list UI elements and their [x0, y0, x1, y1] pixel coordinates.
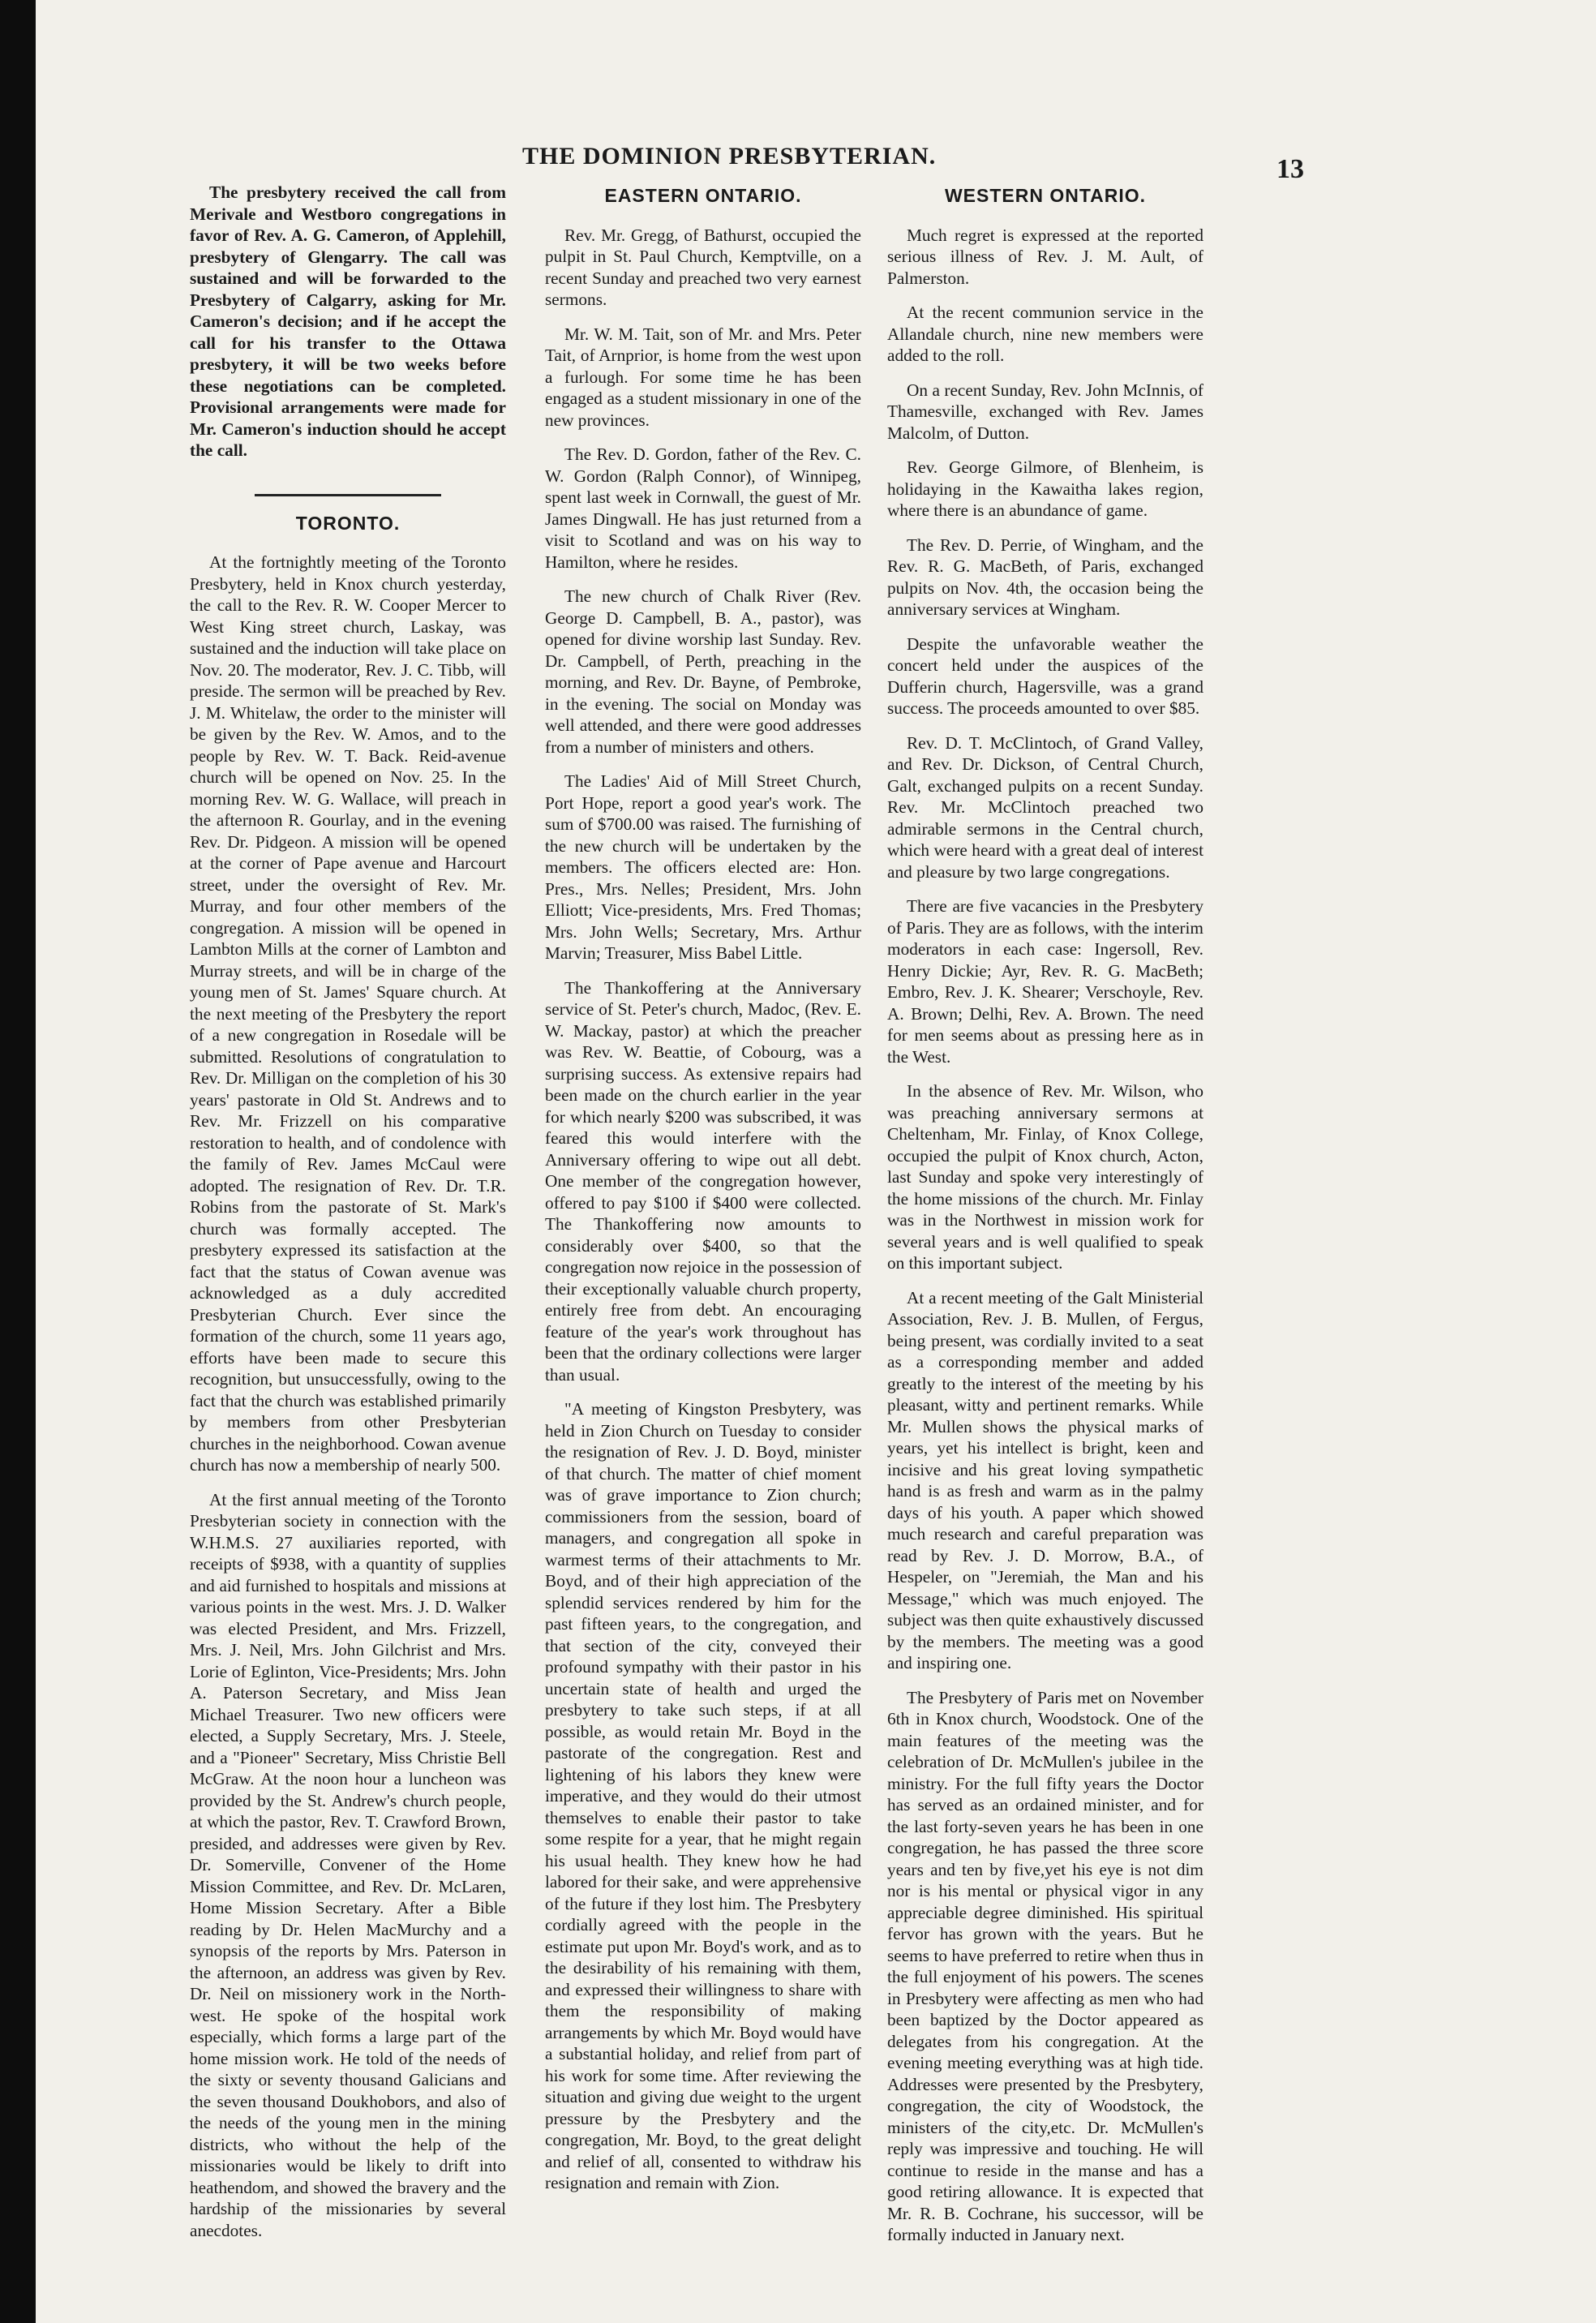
article-paragraph: The Rev. D. Gordon, father of the Rev. C. W. Gordon (Ralph Connor), of Winnipeg, spent last week in Cornwall, the guest of Mr. James Dingwall. He has just returned from a visit to Scotland and was on his way to Hamilton, where he resides.	[545, 444, 861, 572]
article-paragraph: The presbytery received the call from Merivale and Westboro congregations in favor of Rev. A. G. Cameron, of Applehill, presbytery of Glengarry. The call was sustained and will be forwarded to the Presbytery of Calgarry, asking for Mr. Cameron's decision; and if he accept the call for his transfer to the Ottawa presbytery, it will be two weeks before these negotiations can be completed. Provisional arrangements were made for Mr. Cameron's induction should he accept the call.	[190, 182, 506, 460]
section-divider	[255, 494, 441, 496]
masthead: THE DOMINION PRESBYTERIAN.	[522, 143, 937, 170]
newspaper-page	[36, 0, 1596, 2323]
article-paragraph: Despite the unfavorable weather the concert held under the auspices of the Dufferin church, Hagersville, was a grand success. The proceeds amounted to over $85.	[887, 633, 1203, 718]
article-paragraph: The Presbytery of Paris met on November 6th in Knox church, Woodstock. One of the main features of the meeting was the celebration of Dr. McMullen's jubilee in the ministry. For the full fifty years the Doctor has served as an ordained minister, and for the last forty-seven years he has been in one congregation, he has passed the three score years and ten by five,yet his eye is not dim nor is his mental or physical vigor in any appreciable degree diminished. His spiritual fervor has grown with the years. But he seems to have preferred to retire when thus in the full enjoyment of his powers. The scenes in Presbytery were affecting as men who had been baptized by the Doctor appeared as delegates from his congregation. At the evening meeting everything was at high tide. Addresses were presented by the Presbytery, congregation, the city of Woodstock, the ministers of the city,etc. Dr. McMullen's reply was impressive and touching. He will continue to reside in the manse and has a good retiring allowance. It is expected that Mr. R. B. Cochrane, his successor, will be formally inducted in January next.	[887, 1687, 1203, 2244]
column-2	[545, 177, 861, 2302]
section-heading-toronto: TORONTO.	[295, 512, 401, 534]
article-paragraph: Rev. D. T. McClintoch, of Grand Valley, and Rev. Dr. Dickson, of Central Church, Galt, exchanged pulpits on a recent Sunday. Rev. Mr. McClintoch preached two admirable sermons in the Central church, which were heard with a great deal of interest and pleasure by two large congregations.	[887, 732, 1203, 882]
article-paragraph: On a recent Sunday, Rev. John McInnis, of Thamesville, exchanged with Rev. James Malcolm, of Dutton.	[887, 380, 1203, 443]
section-heading-western-ontario: WESTERN ONTARIO.	[944, 185, 1147, 206]
article-paragraph: Rev. Mr. Gregg, of Bathurst, occupied the pulpit in St. Paul Church, Kemptville, on a recent Sunday and preached two very earnest sermons.	[545, 225, 861, 309]
article-paragraph: The new church of Chalk River (Rev. George D. Campbell, B. A., pastor), was opened for divine worship last Sunday. Rev. Dr. Campbell, of Perth, preaching in the morning, and Rev. Dr. Bayne, of Pembroke, in the evening. The social on Monday was well attended, and there were good addresses from a number of ministers and others.	[545, 586, 861, 757]
article-paragraph: In the absence of Rev. Mr. Wilson, who was preaching anniversary sermons at Cheltenham, Mr. Finlay, of Knox College, occupied the pulpit of Knox church, Acton, last Sunday and spoke very interestingly of the home missions of the church. Mr. Finlay was in the Northwest in mission work for several years and is well qualified to speak on this important subject.	[887, 1081, 1203, 1273]
article-paragraph: The Rev. D. Perrie, of Wingham, and the Rev. R. G. MacBeth, of Paris, exchanged pulpits on Nov. 4th, the occasion being the anniversary services at Wingham.	[887, 535, 1203, 619]
article-paragraph: Much regret is expressed at the reported serious illness of Rev. J. M. Ault, of Palmerston.	[887, 225, 1203, 288]
column-1	[190, 177, 506, 2302]
article-paragraph: Mr. W. M. Tait, son of Mr. and Mrs. Peter Tait, of Arnprior, is home from the west upon a furlough. For some time he has been engaged as a student missionary in one of the new provinces.	[545, 324, 861, 430]
section-heading-eastern-ontario: EASTERN ONTARIO.	[604, 185, 802, 206]
article-paragraph: At the fortnightly meeting of the Toronto Presbytery, held in Knox church yesterday, the call to the Rev. R. W. Cooper Mercer to West King street church, Laskay, was sustained and the induction will take place on Nov. 20. The moderator, Rev. J. C. Tibb, will preside. The sermon will be preached by Rev. J. M. Whitelaw, the order to the minister will be given by the Rev. W. Amos, and to the people by Rev. W. T. Back. Reid-avenue church will be opened on Nov. 25. In the morning Rev. W. G. Wallace, will preach in the afternoon R. Gourlay, and in the evening Rev. Dr. Pidgeon. A mission will be opened at the corner of Pape avenue and Harcourt street, under the oversight of Rev. Mr. Murray, and four other members of the congregation. A mission will be opened in Lambton Mills at the corner of Lambton and Murray streets, and will be in charge of the young men of St. James' Square church. At the next meeting of the Presbytery the report of a new congregation in Rosedale will be submitted. Resolutions of congratulation to Rev. Dr. Milligan on the completion of his 30 years' pastorate in Old St. Andrews and to Rev. Mr. Frizzell on his comparative restoration to health, and of condolence with the family of Rev. James McCaul were adopted. The resignation of Rev. Dr. T.R. Robins from the pastorate of St. Mark's church was formally accepted. The presbytery expressed its satisfaction at the fact that the status of Cowan avenue was acknowledged as a duly accredited Presbyterian Church. Ever since the formation of the church, some 11 years ago, efforts have been made to secure this recognition, but unsuccessfully, owing to the fact that the church was established primarily by members from other Presbyterian churches in the neighborhood. Cowan avenue church has now a membership of nearly 500.	[190, 552, 506, 1475]
column-3	[887, 177, 1203, 2302]
article-paragraph: Rev. George Gilmore, of Blenheim, is holidaying in the Kawaitha lakes region, where there is an abundance of game.	[887, 457, 1203, 520]
article-paragraph: The Ladies' Aid of Mill Street Church, Port Hope, report a good year's work. The sum of $700.00 was raised. The furnishing of the new church will be undertaken by the members. The officers elected are: Hon. Pres., Mrs. Nelles; President, Mrs. John Elliott; Vice-presidents, Mrs. Fred Thomas; Mrs. John Wells; Secretary, Mrs. Arthur Marvin; Treasurer, Miss Babel Little.	[545, 771, 861, 963]
article-paragraph: There are five vacancies in the Presbytery of Paris. They are as follows, with the interim moderators in each case: Ingersoll, Rev. Henry Dickie; Ayr, Rev. R. G. MacBeth; Embro, Rev. J. K. Shearer; Verschoyle, Rev. A. Brown; Delhi, Rev. A. Brown. The need for men seems about as pressing here as in the West.	[887, 896, 1203, 1067]
article-paragraph: At a recent meeting of the Galt Ministerial Association, Rev. J. B. Mullen, of Fergus, being present, was cordially invited to a seat as a corresponding member and added greatly to the interest of the meeting by his pleasant, witty and pertinent remarks. While Mr. Mullen shows the physical marks of years, yet his intellect is bright, keen and incisive and his great loving sympathetic hand is as fresh and warm as in the palmy days of his youth. A paper which showed much research and careful preparation was read by Rev. J. D. Morrow, B.A., of Hespeler, on "Jeremiah, the Man and his Message," which was much enjoyed. The subject was then quite exhaustively discussed by the members. The meeting was a good and inspiring one.	[887, 1287, 1203, 1672]
article-paragraph: "A meeting of Kingston Presbytery, was held in Zion Church on Tuesday to consider the resignation of Rev. J. D. Boyd, minister of that church. The matter of chief moment was of grave importance to Zion church; commissioners from the session, board of managers, and congregation all spoke in warmest terms of their attachments to Mr. Boyd, and of their high appreciation of the splendid services rendered by him for the past fifteen years, to the congregation, and that section of the city, conveyed their profound sympathy with their pastor in his uncertain state of health and urged the presbytery to take such steps, if at all possible, as would retain Mr. Boyd in the pastorate of the congregation. Rest and lightening of his labors they knew were imperative, and they would do their utmost themselves to enable their pastor to take some respite for a year, that he might regain his usual health. They knew how he had labored for their sake, and were apprehensive of the future if they lost him. The Presbytery cordially agreed with the people in the estimate put upon Mr. Boyd's work, and as to the desirability of his remaining with them, and expressed their willingness to share with them the responsibility of making arrangements by which Mr. Boyd would have a substantial holiday, and relief from part of his work for some time. After reviewing the situation and giving due weight to the urgent pressure by the Presbytery and the congregation, Mr. Boyd, to the great delight and relief of all, consented to withdraw his resignation and remain with Zion.	[545, 1399, 861, 2192]
article-paragraph: At the first annual meeting of the Toronto Presbyterian society in connection with the W.H.M.S. 27 auxiliaries reported, with receipts of $938, with a quantity of supplies and aid furnished to hospitals and missions at various points in the west. Mrs. J. D. Walker was elected President, and Mrs. Frizzell, Mrs. J. Neil, Mrs. John Gilchrist and Mrs. Lorie of Eglinton, Vice-Presidents; Mrs. John A. Paterson Secretary, and Miss Jean Michael Treasurer. Two new officers were elected, a Supply Secretary, Mrs. J. Steele, and a "Pioneer" Secretary, Miss Christie Bell McGraw. At the noon hour a luncheon was provided by the St. Andrew's church people, at which the pastor, Rev. T. Crawford Brown, presided, and addresses were given by Rev. Dr. Somerville, Convener of the Home Mission Committee, and Rev. Dr. McLaren, Home Mission Secretary. After a Bible reading by Dr. Helen MacMurchy and a synopsis of the reports by Mrs. Paterson in the afternoon, an address was given by Rev. Dr. Neil on missionery work in the North-west. He spoke of the hospital work especially, which forms a large part of the home mission work. He told of the needs of the sixty or seventy thousand Galicians and the seven thousand Doukhobors, and also of the needs of the young men in the mining districts, who without the help of the missionaries would be likely to drift into heathendom, and showed the bravery and the hardship of the missionaries by several anecdotes.	[190, 1489, 506, 2240]
article-paragraph: At the recent communion service in the Allandale church, nine new members were added to the roll.	[887, 303, 1203, 365]
page-number: 13	[1276, 154, 1304, 184]
article-paragraph: The Thankoffering at the Anniversary service of St. Peter's church, Madoc, (Rev. E. W. Mackay, pastor) at which the preacher was Rev. W. Beattie, of Cobourg, was a surprising success. As extensive repairs had been made on the church earlier in the year for which nearly $200 was subscribed, it was feared this would interfere with the Anniversary offering to wipe out all debt. One member of the congregation however, offered to pay $100 if $400 were collected. The Thankoffering now amounts to considerably over $400, so that the congregation now rejoice in the possession of their exceptionally valuable church property, entirely free from debt. An encouraging feature of the year's work throughout has been that the ordinary collections were larger than usual.	[545, 977, 861, 1385]
